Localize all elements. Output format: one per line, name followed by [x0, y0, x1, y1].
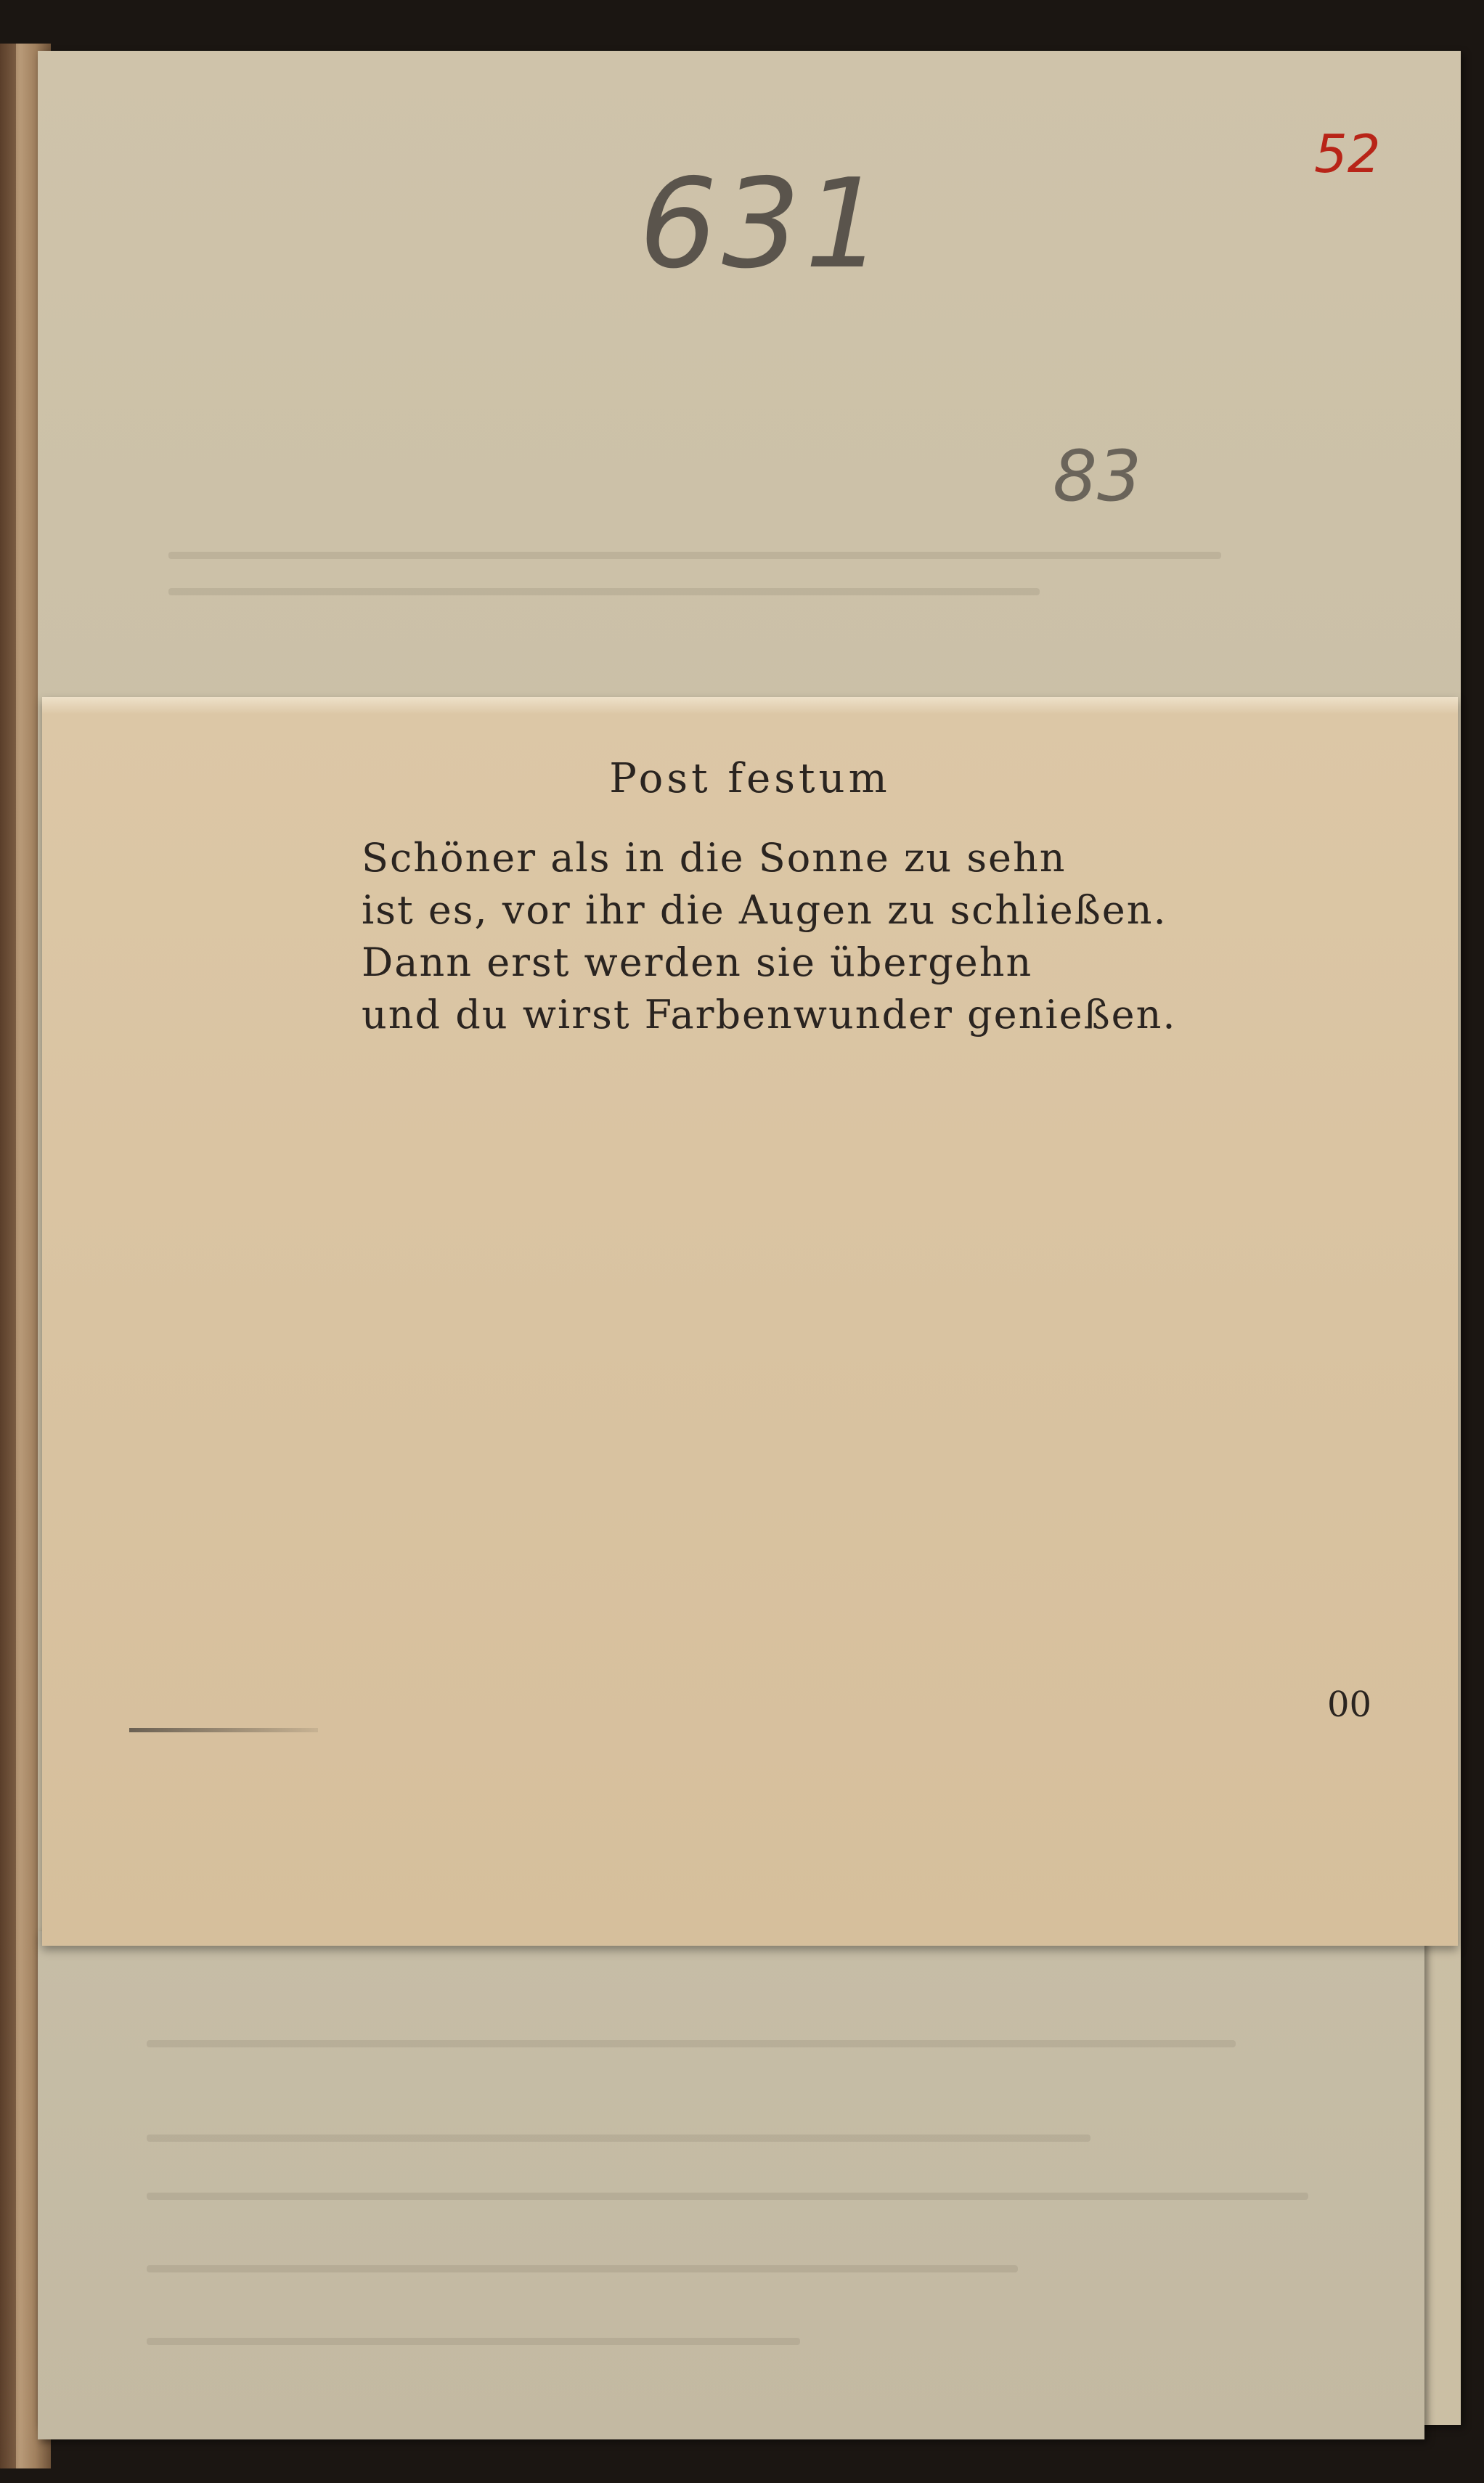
bleed-through-line: [147, 2135, 1090, 2142]
bleed-through-line: [168, 552, 1221, 559]
bleed-through-line: [168, 588, 1040, 595]
page-number: 00: [1327, 1684, 1372, 1725]
poem-line-4: und du wirst Farbenwunder genießen.: [362, 992, 1177, 1037]
bleed-through-line: [147, 2193, 1308, 2200]
pencil-mark-bottom: [129, 1728, 318, 1732]
poem-title: Post festum: [609, 755, 891, 802]
red-page-annotation: 52: [1314, 123, 1381, 184]
poem-line-1: Schöner als in die Sonne zu sehn: [362, 835, 1067, 881]
pencil-annotation-large: 631: [639, 152, 888, 296]
poem-line-2: ist es, vor ihr die Augen zu schließen.: [362, 887, 1167, 933]
bleed-through-line: [147, 2265, 1018, 2272]
poem-line-3: Dann erst werden sie übergehn: [362, 939, 1033, 985]
back-page-lower-edge: [38, 1931, 1424, 2439]
book-spine-edge: [0, 44, 16, 2468]
bleed-through-line: [147, 2338, 800, 2345]
slip-highlight: [42, 697, 1458, 714]
pasted-poem-slip: [42, 697, 1458, 1946]
bleed-through-line: [147, 2040, 1236, 2047]
pencil-annotation-small: 83: [1053, 436, 1142, 517]
